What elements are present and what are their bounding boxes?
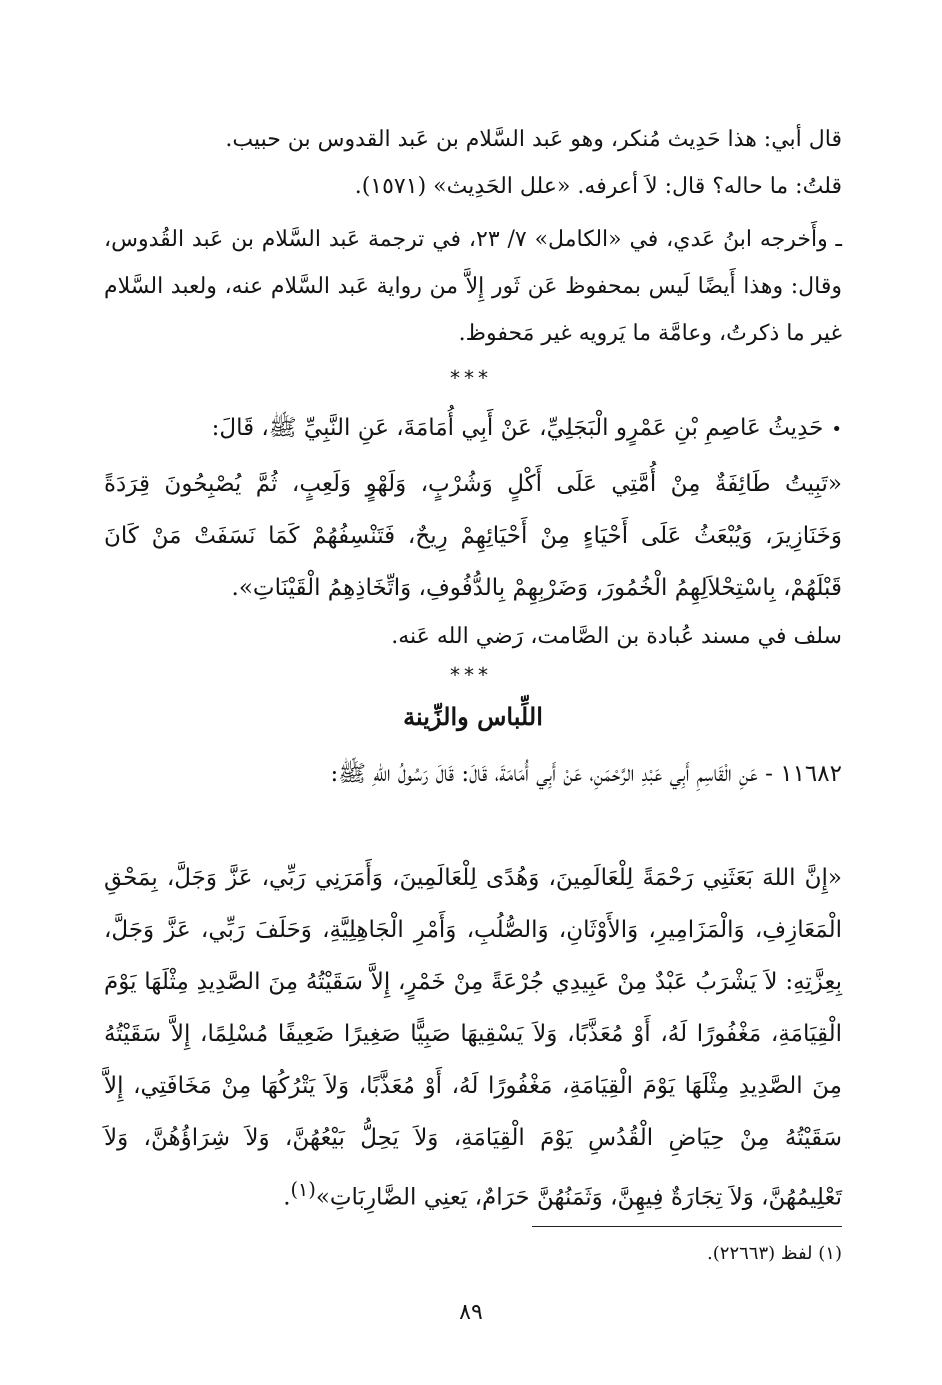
- paragraph-reference: سلف في مسند عُبادة بن الصَّامت، رَضي الله عَنه.: [391, 624, 842, 649]
- section-heading: اللِّباس والزِّينة: [403, 702, 543, 731]
- hadith-text-asim: «تَبِيتُ طَائِفَةٌ مِنْ أُمَّتِي عَلَى أَكْلٍ وَشُرْبٍ، وَلَهْوٍ وَلَعِبٍ، ثُمَّ يُصْبِحُونَ قِرَدَةً وَخَنَازِيرَ، وَيُبْعَثُ عَلَى أَحْيَاءٍ مِنْ أَحْيَائِهِمْ رِيحٌ، فَتَنْسِفُهُمْ كَمَا نَسَفَتْ مَنْ كَانَ قَبْلَهُمْ، بِاسْتِحْلاَلِهِمُ الْخُمُورَ، وَضَرْبِهِمْ بِالدُّفُوفِ، وَاتِّخَاذِهِمُ الْقَيْنَاتِ».: [104, 471, 842, 601]
- hadith-11682-end: .: [283, 1184, 291, 1211]
- footnote: (١) لفظ (٢٢٦٦٣).: [707, 1243, 842, 1264]
- page-number: ٨٩: [459, 1300, 483, 1325]
- hadith-11682-body: «إِنَّ اللهَ بَعَثَنِي رَحْمَةً لِلْعَالَمِينَ، وَهُدًى لِلْعَالَمِينَ، وَأَمَرَنِي رَبِّي، عَزَّ وَجَلَّ، بِمَحْقِ الْمَعَازِفِ، وَالْمَزَامِيرِ، وَالأَوْثَانِ، وَالصُّلُبِ، وَأَمْرِ الْجَاهِلِيَّةِ، وَحَلَفَ رَبِّي، عَزَّ وَجَلَّ، بِعِزَّتِهِ: لاَ يَشْرَبُ عَبْدٌ مِنْ عَبِيدِي جُرْعَةً مِنْ خَمْرٍ، إِلاَّ سَقَيْتُهُ مِنَ الصَّدِيدِ مِثْلَهَا يَوْمَ الْقِيَامَةِ، مَغْفُورًا لَهُ، أَوْ مُعَذَّبًا، وَلاَ يَسْقِيهَا صَبِيًّا صَغِيرًا ضَعِيفًا مُسْلِمًا، إِلاَّ سَقَيْتُهُ مِنَ الصَّدِيدِ مِثْلَهَا يَوْمَ الْقِيَامَةِ، مَغْفُورًا لَهُ، أَوْ مُعَذَّبًا، وَلاَ يَتْرُكُهَا مِنْ مَخَافَتِي، إِلاَّ سَقَيْتُهُ مِنْ حِيَاضِ الْقُدُسِ يَوْمَ الْقِيَامَةِ، وَلاَ يَحِلُّ بَيْعُهُنَّ، وَلاَ شِرَاؤُهُنَّ، وَلاَ تَعْلِيمُهُنَّ، وَلاَ تِجَارَةٌ فِيهِنَّ، وَثَمَنُهُنَّ حَرَامٌ، يَعنِي الضَّارِبَاتِ»: [104, 865, 843, 1211]
- paragraph-commentary-3: ـ وأَخرجه ابنُ عَدي، في «الكامل» ٧/ ٢٣، في ترجمة عَبد السَّلام بن عَبد القُدوس، وقال: وهذا أَيضًا لَيس بمحفوظ عَن ثَور إِلاَّ من رواية عَبد السَّلام عنه، ولعبد السَّلام غير ما ذكرتُ، وعامَّة ما يَرويه غير مَحفوظ.: [104, 227, 843, 346]
- hadith-11682-text: [104, 852, 842, 1224]
- paragraph-commentary-2: قلتُ: ما حاله؟ قال: لاَ أعرفه. «علل الحَدِيث» (١٥٧١).: [354, 174, 842, 199]
- section-separator-2: ***: [450, 663, 492, 687]
- footnote-divider: [532, 1226, 842, 1227]
- footnote-reference: (١): [290, 1178, 316, 1201]
- paragraph-commentary-1: قال أبي: هذا حَدِيث مُنكر، وهو عَبد السَّلام بن عَبد القدوس بن حبيب.: [225, 127, 842, 152]
- hadith-chain-asim: [104, 402, 842, 456]
- hadith-chain-text: حَدِيثُ عَاصِمِ بْنِ عَمْرٍو الْبَجَلِيِّ، عَنْ أَبِي أُمَامَةَ، عَنِ النَّبِيِّ ﷺ، قَالَ:: [211, 415, 824, 441]
- section-separator: ***: [450, 366, 492, 390]
- hadith-11682-chain: ١١٦٨٢ - عَنِ الْقَاسِمِ أَبِي عَبْدِ الرَّحْمَنِ، عَنْ أَبِي أُمَامَةَ، قَالَ: قَالَ رَسُولُ اللهِ ﷺ:: [330, 761, 842, 787]
- bullet-icon: •: [831, 419, 842, 440]
